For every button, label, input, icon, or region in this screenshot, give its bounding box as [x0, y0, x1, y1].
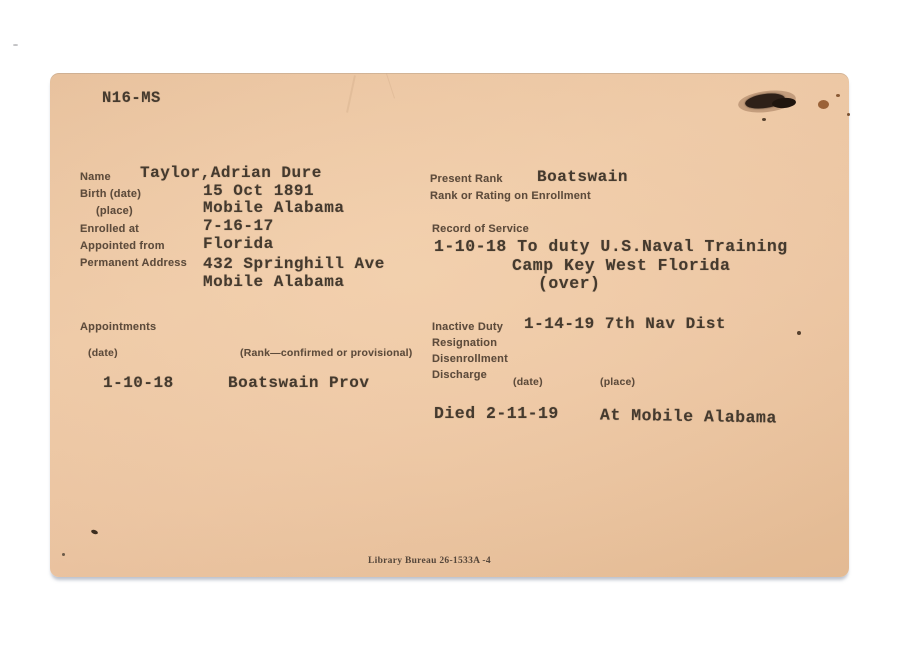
- enrolled-at-label: Enrolled at: [80, 223, 140, 235]
- appointed-from-label: Appointed from: [80, 240, 165, 252]
- birth-date-label: Birth (date): [80, 188, 142, 200]
- died-value: Died 2-11-19: [434, 404, 559, 423]
- permanent-address-label: Permanent Address: [80, 257, 187, 269]
- enrolled-at-value: 7-16-17: [203, 217, 274, 235]
- ink-speck: [62, 553, 65, 556]
- permanent-address-line1: 432 Springhill Ave: [203, 255, 385, 273]
- permanent-address-line2: Mobile Alabama: [203, 273, 345, 291]
- rust-speck: [847, 113, 850, 116]
- ink-speck: [762, 118, 766, 121]
- service-record-card: [50, 73, 849, 577]
- record-of-service-line2: Camp Key West Florida: [512, 256, 731, 275]
- rank-on-enrollment-label: Rank or Rating on Enrollment: [430, 190, 591, 202]
- rust-speck: [836, 94, 840, 97]
- appointments-label: Appointments: [80, 321, 157, 333]
- paper-crease: [346, 75, 356, 113]
- present-rank-label: Present Rank: [430, 173, 503, 185]
- ink-speck: [91, 529, 99, 535]
- name-value: Taylor,Adrian Dure: [140, 164, 322, 182]
- appointments-rank-label: (Rank—confirmed or provisional): [240, 347, 413, 359]
- appointments-date-value: 1-10-18: [103, 374, 174, 392]
- appointments-date-label: (date): [88, 347, 118, 359]
- ink-blot: [772, 97, 797, 109]
- discharge-date-label: (date): [513, 376, 543, 388]
- record-of-service-line3: (over): [538, 274, 601, 293]
- appointments-rank-value: Boatswain Prov: [228, 374, 370, 392]
- birth-date-value: 15 Oct 1891: [203, 182, 315, 200]
- name-label: Name: [80, 171, 111, 183]
- birth-place-value: Mobile Alabama: [203, 199, 345, 217]
- died-place-value: At Mobile Alabama: [599, 405, 777, 428]
- discharge-label: Discharge: [432, 369, 487, 381]
- rust-spot: [818, 100, 829, 109]
- file-number: N16-MS: [102, 89, 161, 107]
- birth-place-label: (place): [96, 205, 133, 217]
- ink-speck: [797, 331, 801, 335]
- discharge-place-label: (place): [600, 376, 636, 388]
- paper-crease: [386, 73, 395, 98]
- scan-speck: [13, 44, 18, 46]
- present-rank-value: Boatswain: [537, 168, 628, 186]
- record-of-service-line1: 1-10-18 To duty U.S.Naval Training: [434, 237, 788, 256]
- printer-imprint: Library Bureau 26-1533A -4: [368, 556, 491, 566]
- appointed-from-value: Florida: [203, 235, 274, 253]
- record-of-service-label: Record of Service: [432, 223, 529, 235]
- resignation-label: Resignation: [432, 337, 498, 349]
- inactive-duty-label: Inactive Duty: [432, 321, 504, 333]
- inactive-duty-value: 1-14-19 7th Nav Dist: [524, 315, 727, 333]
- disenrollment-label: Disenrollment: [432, 353, 508, 365]
